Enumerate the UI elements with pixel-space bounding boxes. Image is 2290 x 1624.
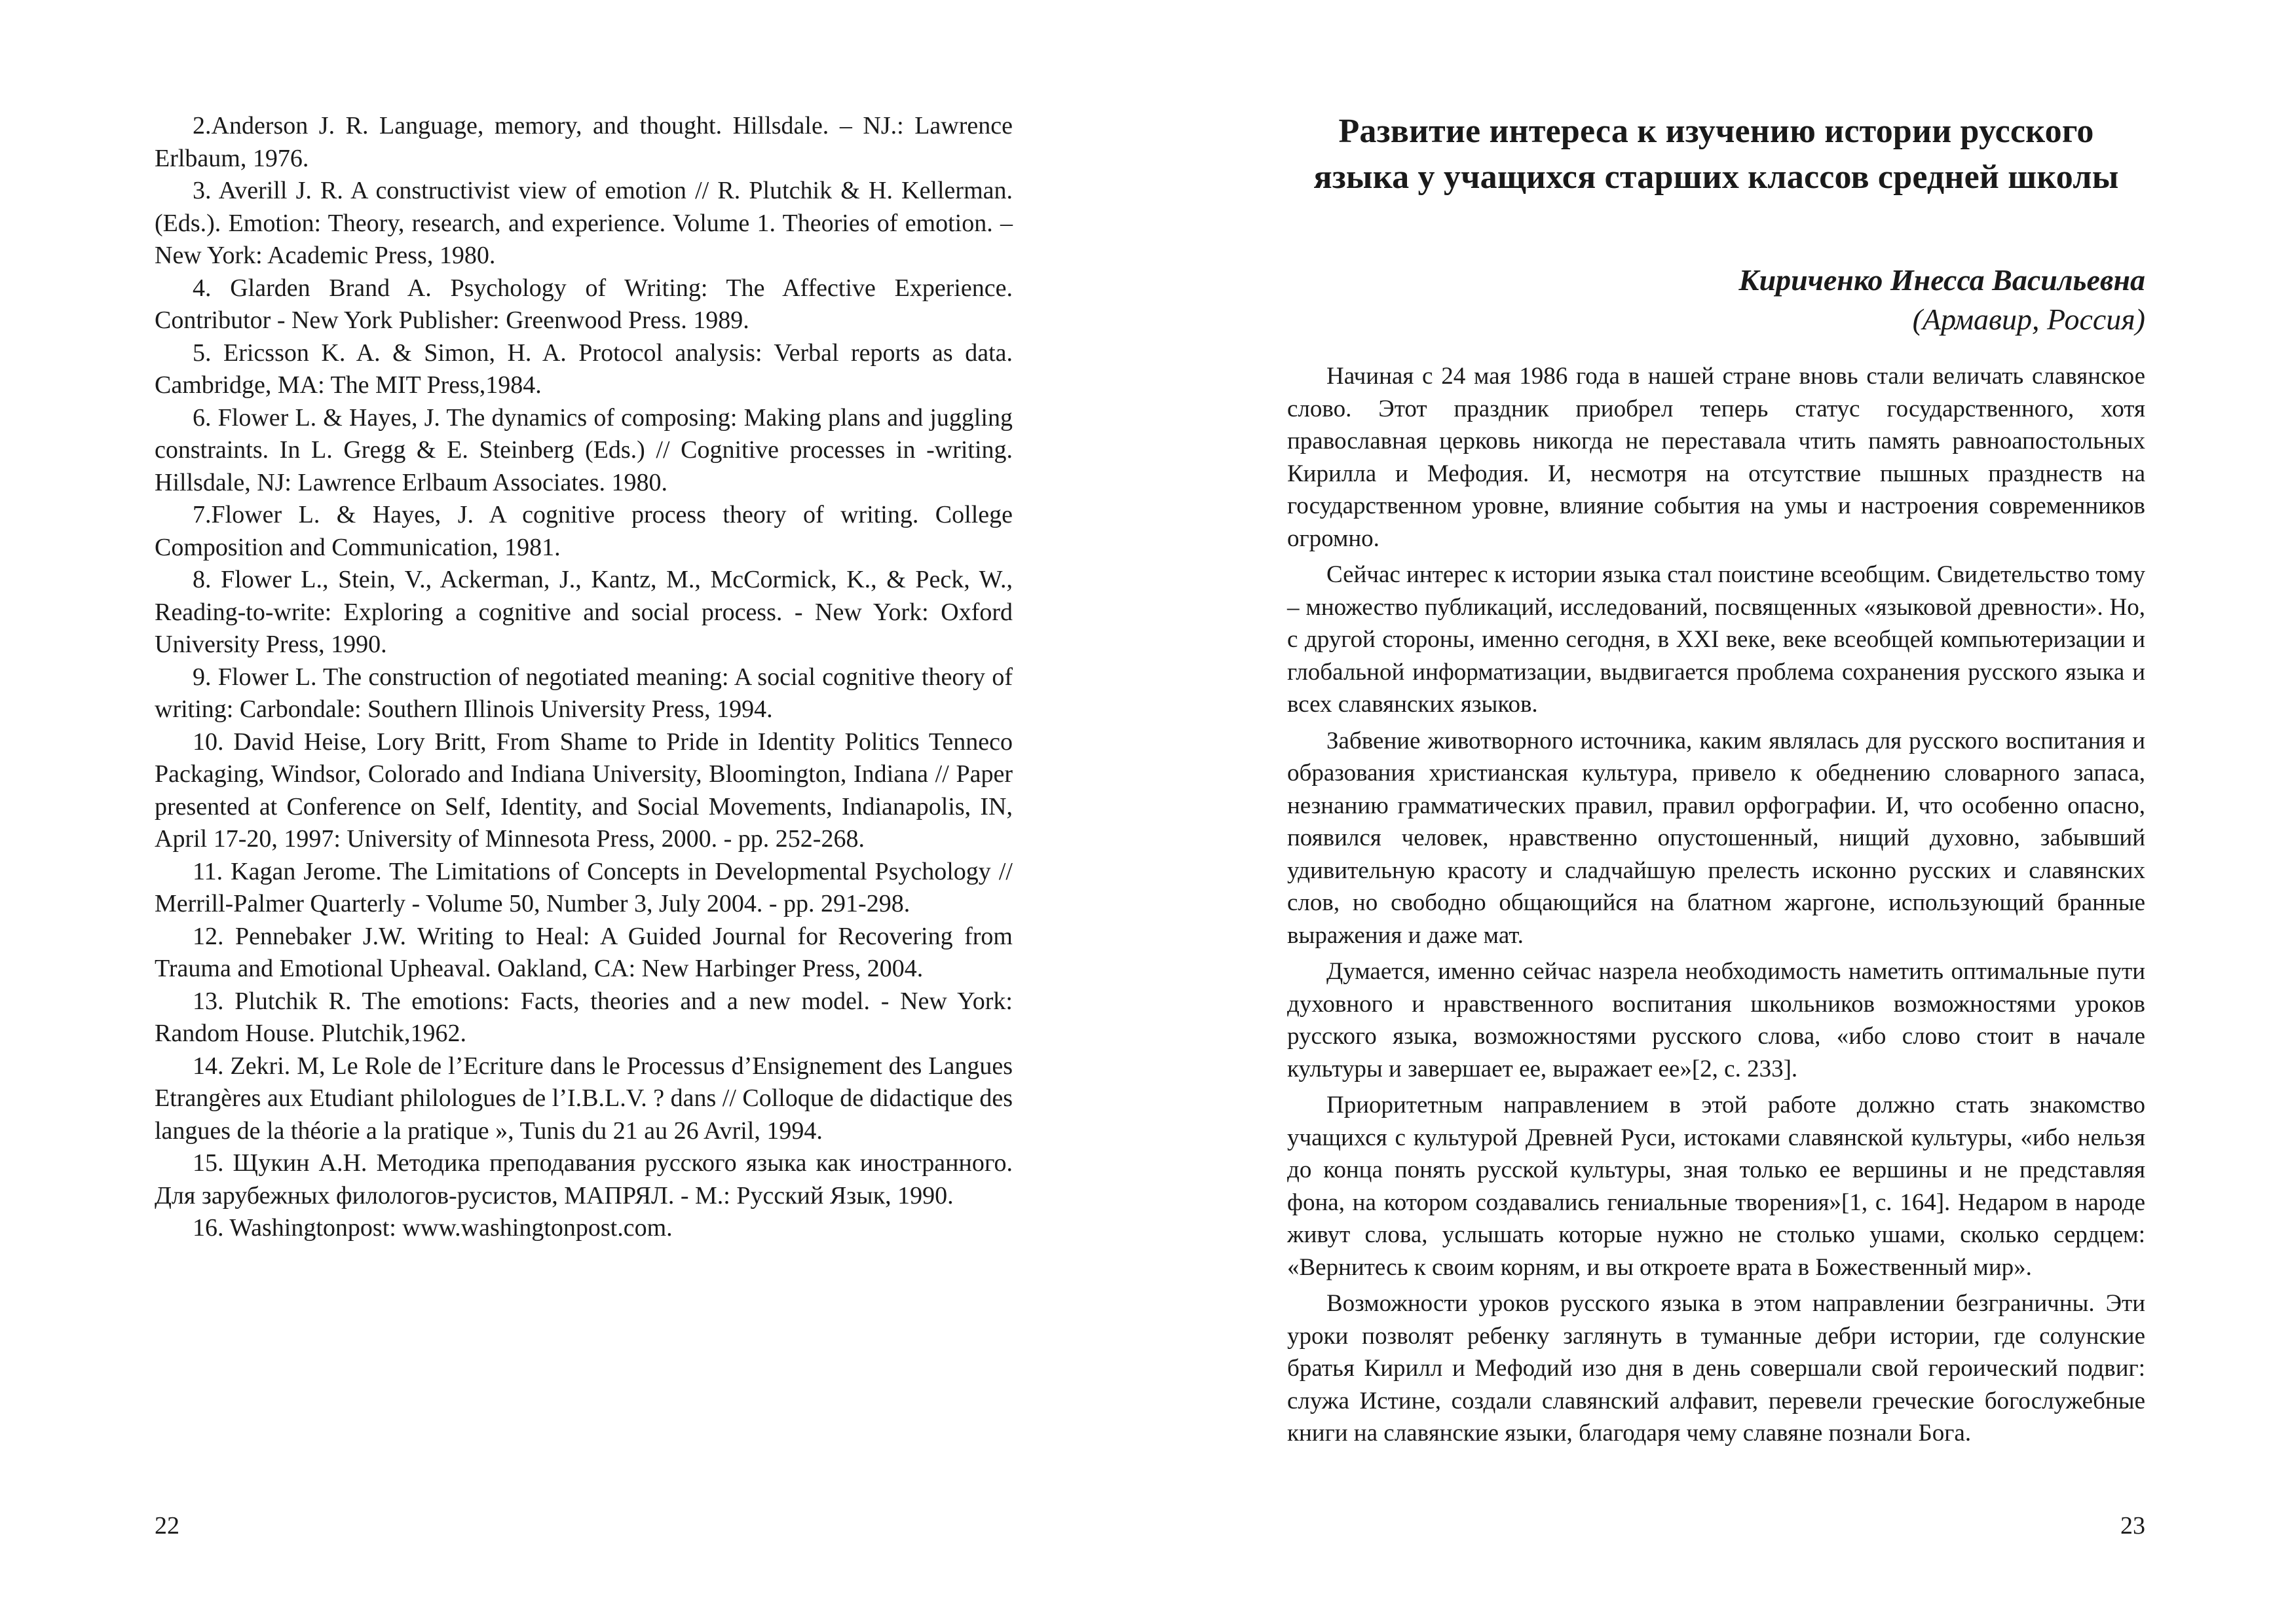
reference-item: 9. Flower L. The construction of negotiated meaning: A social cognitive theory of writing: Carbondale: Southern Illinois University Press, 1994.: [155, 663, 1013, 723]
author-block: [1738, 261, 2145, 339]
reference-item: 10. David Heise, Lory Britt, From Shame to Pride in Identity Politics Tenneco Packaging, Windsor, Colorado and Indiana University, Bloomington, Indiana // Paper presented at Conference on Self, Identity, and Social Movements, Indianapolis, IN, April 17-20, 1997: University of Minnesota Press, 2000. - pp. 252-268.: [155, 728, 1013, 853]
reference-item: 4. Glarden Brand A. Psychology of Writing: The Affective Experience. Contributor - New York Publisher: Greenwood Press. 1989.: [155, 274, 1013, 334]
body-paragraph: Начиная с 24 мая 1986 года в нашей стране вновь стали величать славянское слово. Этот праздник приобрел теперь статус государственного, хотя православная церковь никогда не переставала чтить память равноапостольных Кирилла и Мефодия. И, несмотря на отсутствие пышных празднеств на государственном уровне, влияние события на умы и настроения современников огромно.: [1287, 363, 2145, 552]
body-paragraph: Приоритетным направлением в этой работе должно стать знакомство учащихся с культурой Древней Руси, истоками славянской культуры, «ибо нельзя до конца понять русской культуры, зная только ее вершины и не представляя фона, на котором создавались гениальные творения»[1, с. 164]. Недаром в народе живут слова, услышать которые нужно не столько ушами, сколько сердцем: «Вернитесь к своим корням, и вы откроете врата в Божественный мир».: [1287, 1092, 2145, 1281]
reference-list: [155, 110, 1013, 1245]
author-name: Кириченко Инесса Васильевна: [1738, 263, 2145, 297]
reference-item: 11. Kagan Jerome. The Limitations of Concepts in Developmental Psychology // Merrill-Palmer Quarterly - Volume 50, Number 3, July 2004. - pp. 291-298.: [155, 857, 1013, 917]
reference-item: 13. Plutchik R. The emotions: Facts, theories and a new model. - New York: Random House. Plutchik,1962.: [155, 987, 1013, 1047]
reference-item: 5. Ericsson K. A. & Simon, H. A. Protocol analysis: Verbal reports as data. Cambridge, MA: The MIT Press,1984.: [155, 339, 1013, 399]
body-paragraph: Возможности уроков русского языка в этом направлении безграничны. Эти уроки позволят ребенку заглянуть в туманные дебри истории, где солунские братья Кирилл и Мефодий изо дня в день совершали свой героический подвиг: служа Истине, создали славянский алфавит, перевели греческие богослужебные книги на славянские языки, благодаря чему славяне познали Бога.: [1287, 1290, 2145, 1447]
body-paragraph: Думается, именно сейчас назрела необходимость наметить оптимальные пути духовного и нравственного воспитания школьников возможностями уроков русского языка, возможностями русского слова, «ибо слово стоит в начале культуры и завершает ее, выражает ее»[2, с. 233].: [1287, 958, 2145, 1082]
body-paragraph: Забвение животворного источника, каким являлась для русского воспитания и образования христианская культура, привело к обеднению словарного запаса, незнанию грамматических правил, правил орфографии. И, что особенно опасно, появился человек, нравственно опустошенный, нищий духовно, забывший удивительную красоту и сладчайшую прелесть исконно русских и славянских слов, но свободно общающийся на блатном жаргоне, использующий бранные выражения и даже мат.: [1287, 727, 2145, 949]
reference-item: 2.Anderson J. R. Language, memory, and thought. Hillsdale. – NJ.: Lawrence Erlbaum, 1976.: [155, 112, 1013, 172]
reference-item: 3. Averill J. R. A constructivist view of emotion // R. Plutchik & H. Kellerman. (Eds.). Emotion: Theory, research, and experience. Volume 1. Theories of emotion. – New York: Academic Press, 1980.: [155, 177, 1013, 269]
body-paragraph: Сейчас интерес к истории языка стал поистине всеобщим. Свидетельство тому – множество публикаций, исследований, посвященных «языковой древности». Но, с другой стороны, именно сегодня, в XXI веке, веке всеобщей компьютеризации и глобальной информатизации, выдвигается проблема сохранения русского языка и всех славянских языков.: [1287, 561, 2145, 718]
page-number-left: 22: [155, 1512, 179, 1540]
reference-item: 7.Flower L. & Hayes, J. A cognitive process theory of writing. College Composition and Communication, 1981.: [155, 501, 1013, 561]
reference-item: 14. Zekri. M, Le Role de l’Ecriture dans le Processus d’Ensignement des Langues Etrangères aux Etudiant philologues de l’I.B.L.V. ? dans // Colloque de didactique des langues de la théorie a la pratique », Tunis du 21 au 26 Avril, 1994.: [155, 1052, 1013, 1145]
reference-item: 6. Flower L. & Hayes, J. The dynamics of composing: Making plans and juggling constraints. In L. Gregg & E. Steinberg (Eds.) // Cognitive processes in -writing. Hillsdale, NJ: Lawrence Erlbaum Associates. 1980.: [155, 403, 1013, 496]
author-location: (Армавир, Россия): [1912, 303, 2145, 336]
article-title: Развитие интереса к изучению истории русского языка у учащихся старших классов средней школы: [1313, 113, 2119, 196]
article-body: [1287, 360, 2145, 1450]
right-page: [1287, 0, 2145, 1624]
reference-item: 16. Washingtonpost: www.washingtonpost.com.: [193, 1214, 673, 1242]
page-number-right: 23: [2120, 1512, 2145, 1540]
reference-item: 15. Щукин А.Н. Методика преподавания русского языка как иностранного. Для зарубежных филологов-русистов, МАПРЯЛ. - М.: Русский Язык, 1990.: [155, 1149, 1013, 1209]
reference-item: 12. Pennebaker J.W. Writing to Heal: A Guided Journal for Recovering from Trauma and Emotional Upheaval. Oakland, CA: New Harbinger Press, 2004.: [155, 922, 1013, 982]
left-page: [155, 0, 1013, 1624]
reference-item: 8. Flower L., Stein, V., Ackerman, J., Kantz, M., McCormick, K., & Peck, W., Reading-to-write: Exploring a cognitive and social process. - New York: Oxford University Press, 1990.: [155, 566, 1013, 658]
